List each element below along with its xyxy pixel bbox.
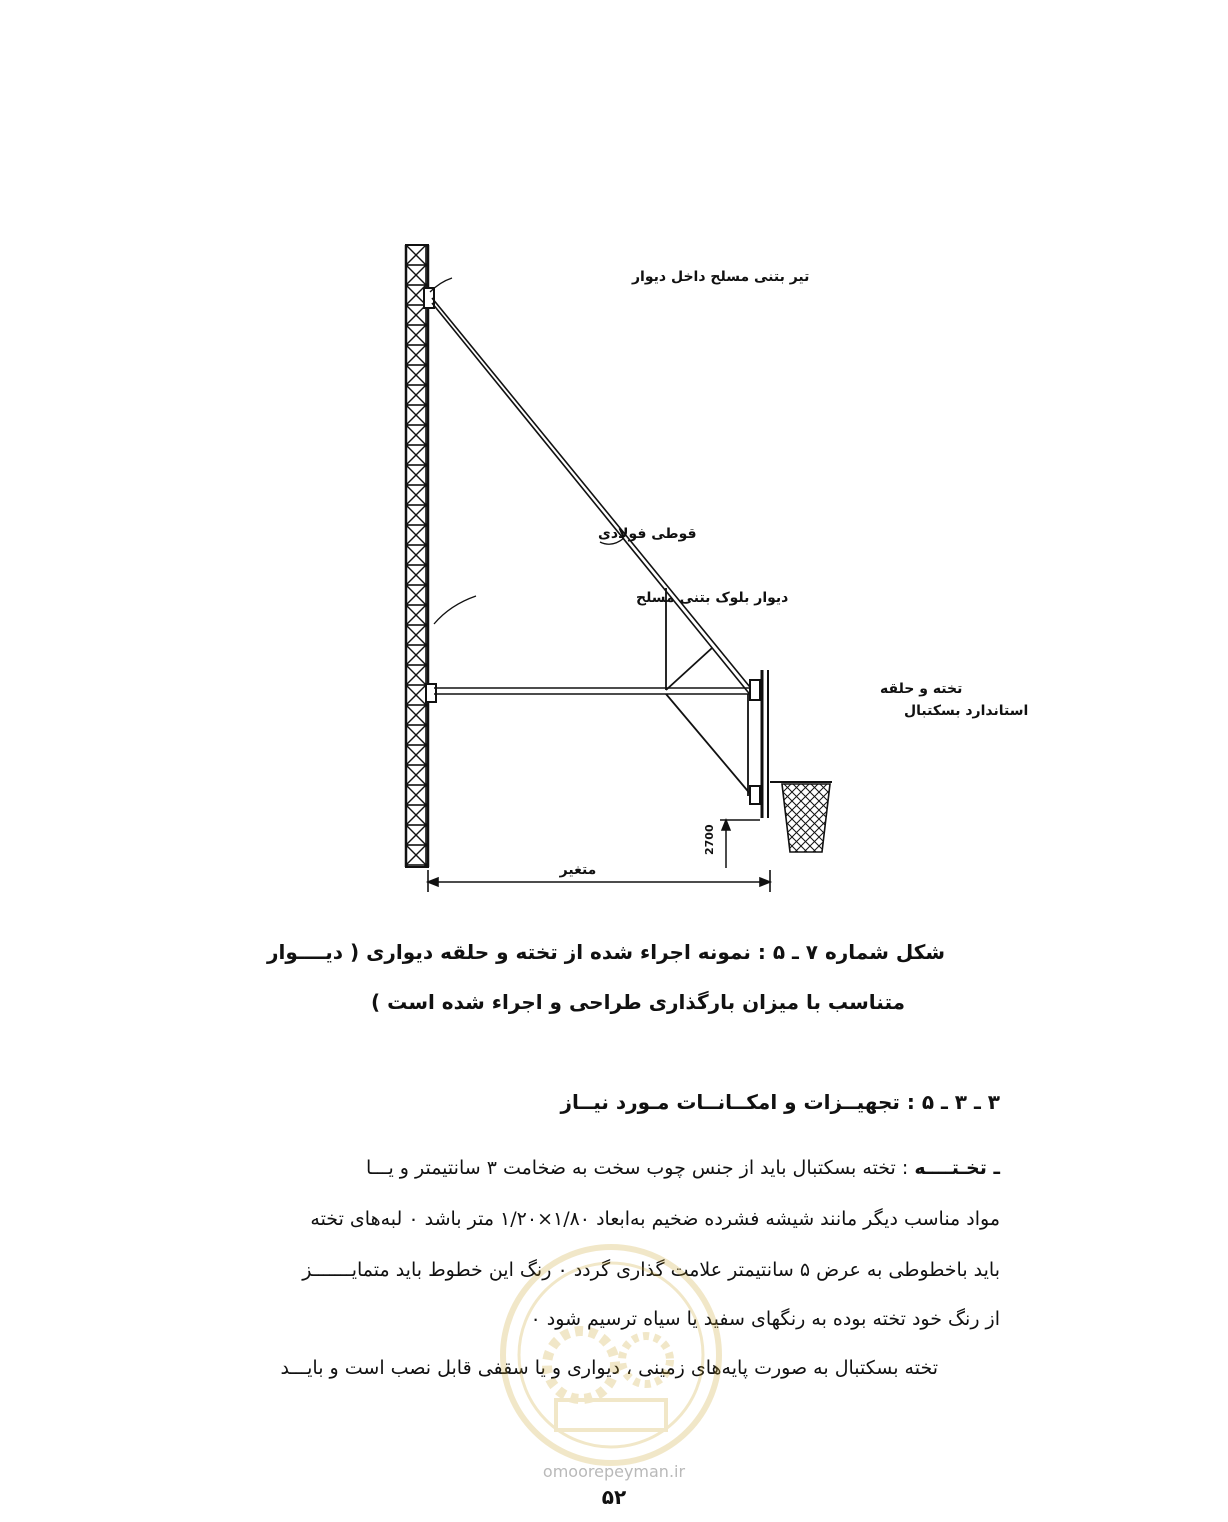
backboard bbox=[750, 670, 768, 818]
backboard-label-line1: تخته و حلقه bbox=[880, 681, 963, 697]
body-line-3: باید باخطوطی به عرض ۵ سانتیمتر علامت گذاری گردد ۰ رنگ این خطوط باید متمایـــــــز bbox=[302, 1259, 1000, 1281]
height-dimension-label: 2700 bbox=[703, 824, 716, 855]
body-line-5: تخته بسکتبال به صورت پایه‌های زمینی ، دیواری و یا سقفی قابل نصب است و بایـــد bbox=[280, 1357, 938, 1379]
basket-net bbox=[770, 782, 832, 852]
figure-caption-line2: متناسب با میزان بارگذاری طراحی و اجراء شده است ) bbox=[371, 990, 905, 1014]
floor-dimension bbox=[428, 870, 770, 892]
body-line-1-text: : تخته بسکتبال باید از جنس چوب سخت به ضخامت ۳ سانتیمتر و یـــا bbox=[365, 1157, 915, 1179]
height-dimension bbox=[720, 820, 760, 868]
figure-caption-line1: شکل شماره ۷ ـ ۵ : نمونه اجراء شده از تخته و حلقه دیواری ( دیــــوار bbox=[267, 940, 945, 964]
variable-label: متغیر bbox=[559, 862, 597, 878]
page-number: ۵۲ bbox=[601, 1485, 627, 1509]
watermark-seal bbox=[496, 1240, 726, 1470]
frame-bracing bbox=[666, 588, 752, 796]
steel-tube-label: قوطی فولادی bbox=[598, 526, 697, 542]
bottom-wall-bracket bbox=[426, 684, 436, 702]
body-line-1 bbox=[366, 1157, 1000, 1179]
section-heading: ۳ ـ ۳ ـ ۵ : تجهیــزات و امکــانــات مـورد نیــاز bbox=[560, 1090, 1000, 1114]
wall-label: دیوار بلوک بتنی مسلح bbox=[636, 590, 789, 606]
body-line-2: مواد مناسب دیگر مانند شیشه فشرده ضخیم به‌ابعاد ۱/۸۰×۱/۲۰ متر باشد ۰ لبه‌های تخته bbox=[310, 1208, 1000, 1230]
backboard-lead: ـ تخـتــــه bbox=[914, 1157, 1000, 1179]
beam-label: تیر بتنی مسلح داخل دیوار bbox=[632, 269, 810, 285]
horizontal-arm bbox=[434, 688, 752, 694]
watermark-url: omoorepeyman.ir bbox=[542, 1462, 686, 1481]
backboard-label-line2: استاندارد بسکتبال bbox=[904, 703, 1029, 719]
steel-tube-diagonal bbox=[432, 298, 754, 697]
body-line-4: از رنگ خود تخته بوده به رنگهای سفید یا سیاه ترسیم شود ۰ bbox=[530, 1308, 1000, 1330]
block-wall bbox=[406, 245, 428, 867]
